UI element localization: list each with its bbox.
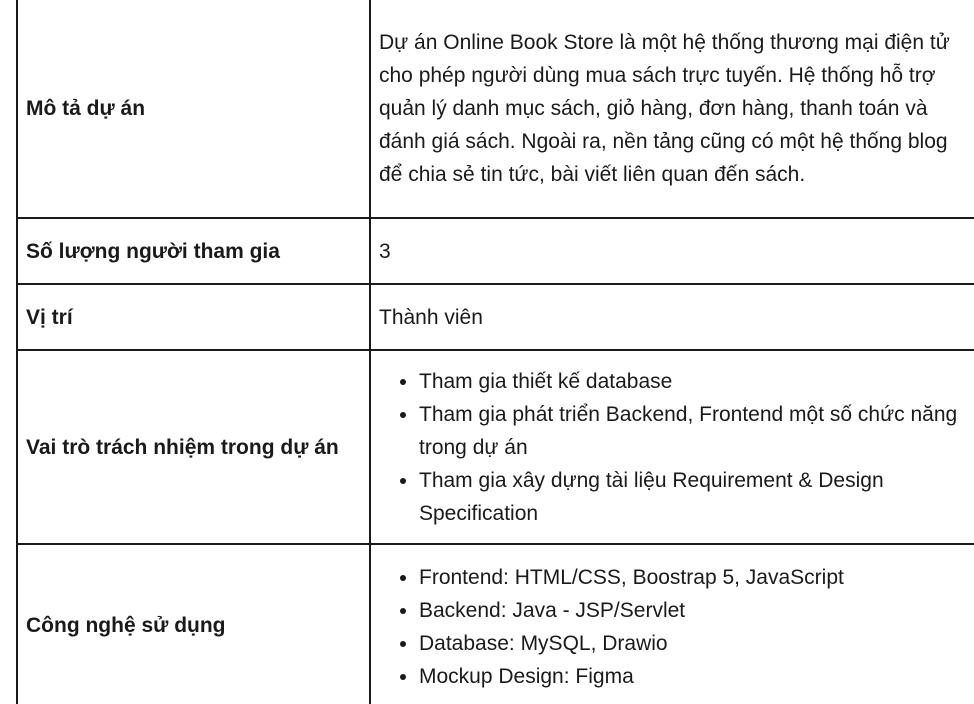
participants-label: Số lượng người tham gia: [17, 218, 370, 284]
list-item: • Mockup Design: Figma: [419, 660, 966, 693]
position-value: Thành viên: [370, 284, 974, 350]
participants-value: 3: [370, 218, 974, 284]
list-item: • Tham gia thiết kế database: [419, 365, 966, 398]
position-label: Vị trí: [17, 284, 370, 350]
responsibilities-label: Vai trò trách nhiệm trong dự án: [17, 350, 370, 544]
table-row-technologies: [17, 544, 974, 704]
list-item: • Backend: Java - JSP/Servlet: [419, 594, 966, 627]
table-row-participants: [17, 218, 974, 284]
table-row-position: [17, 284, 974, 350]
description-value-cell: [370, 0, 974, 218]
technologies-value-cell: [370, 544, 974, 704]
description-label: Mô tả dự án: [17, 0, 370, 218]
table-row-description: [17, 0, 974, 218]
technologies-label: Công nghệ sử dụng: [17, 544, 370, 704]
description-text: Dự án Online Book Store là một hệ thống thương mại điện tử cho phép người dùng mua sách trực tuyến. Hệ thống hỗ trợ quản lý danh mục sách, giỏ hàng, đơn hàng, thanh toán và đánh giá sách. Ngoài ra, nền tảng cũng có một hệ thống blog để chia sẻ tin tức, bài viết liên quan đến sách.: [379, 31, 950, 186]
technologies-list: [379, 561, 966, 693]
list-item: • Frontend: HTML/CSS, Boostrap 5, JavaScript: [419, 561, 966, 594]
list-item: • Database: MySQL, Drawio: [419, 627, 966, 660]
table-row-responsibilities: [17, 350, 974, 544]
responsibilities-value-cell: [370, 350, 974, 544]
list-item: • Tham gia phát triển Backend, Frontend một số chức năng trong dự án: [419, 398, 966, 464]
list-item: • Tham gia xây dựng tài liệu Requirement & Design Specification: [419, 464, 966, 530]
responsibilities-list: [379, 365, 966, 530]
project-info-table: [16, 0, 974, 704]
